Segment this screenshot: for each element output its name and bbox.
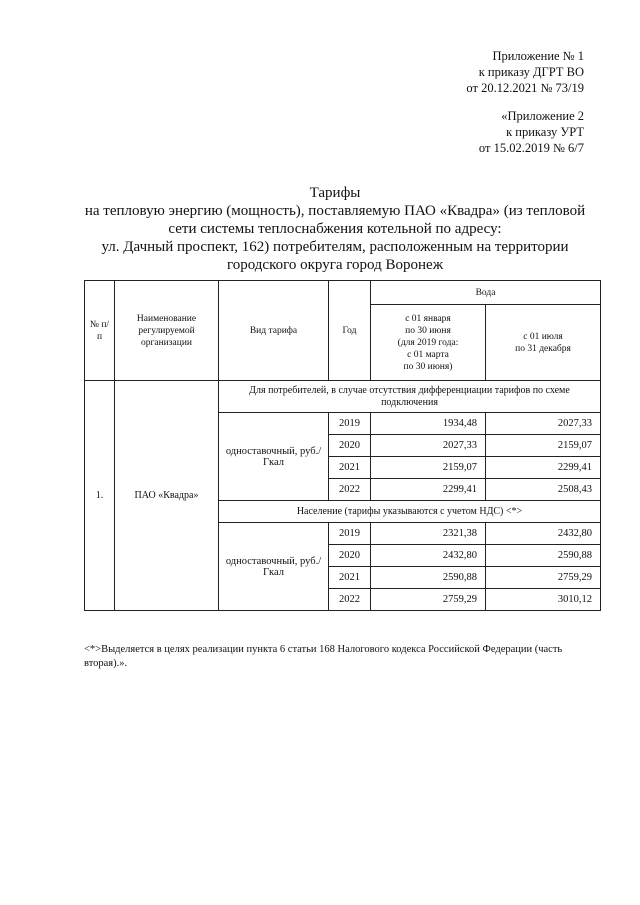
header-org: Наименование регулируемой организации <box>115 281 219 381</box>
table-cell-year: 2020 <box>329 545 371 567</box>
appendix-2-line-3: от 15.02.2019 № 6/7 <box>478 141 584 155</box>
appendix-1-line-3: от 20.12.2021 № 73/19 <box>466 81 584 95</box>
table-cell-value: 2159,07 <box>371 457 486 479</box>
table-cell-value: 2759,29 <box>371 589 486 611</box>
header-period-2 <box>486 305 601 381</box>
period-1-line-5: по 30 июня) <box>403 361 453 372</box>
title-line-4: ул. Дачный проспект, 162) потребителям, расположенным на территории <box>101 239 569 255</box>
group-2-label: Население (тарифы указываются с учетом НДС) <*> <box>219 501 601 523</box>
table-cell-value: 2027,33 <box>486 413 601 435</box>
tariff-table <box>84 280 601 611</box>
group-1-tariff-type: одноставочный, руб./Гкал <box>219 413 329 501</box>
header-period-1 <box>371 305 486 381</box>
table-cell-year: 2022 <box>329 589 371 611</box>
header-water: Вода <box>371 281 601 305</box>
document-title <box>70 184 600 274</box>
appendix-1-line-2: к приказу ДГРТ ВО <box>478 65 584 79</box>
appendix-1-block <box>466 48 584 96</box>
table-cell-year: 2020 <box>329 435 371 457</box>
appendix-2-block <box>479 108 584 156</box>
title-line-5: городского округа город Воронеж <box>226 257 444 273</box>
table-cell-year: 2022 <box>329 479 371 501</box>
group-1-label: Для потребителей, в случае отсутствия дифференциации тарифов по схеме подключения <box>219 381 601 413</box>
table-cell-value: 2590,88 <box>371 567 486 589</box>
table-cell-value: 2321,38 <box>371 523 486 545</box>
appendix-1-line-1: Приложение № 1 <box>492 49 584 63</box>
period-1-line-2: по 30 июня <box>405 325 451 336</box>
table-cell-value: 3010,12 <box>486 589 601 611</box>
table-cell-value: 2432,80 <box>371 545 486 567</box>
table-cell-value: 2759,29 <box>486 567 601 589</box>
table-cell-value: 2299,41 <box>371 479 486 501</box>
row-number: 1. <box>85 381 115 611</box>
footnote: <*>Выделяется в целях реализации пункта 6 статьи 168 Налогового кодекса Российской Федерации (часть вторая).». <box>84 644 563 669</box>
header-tariff-type: Вид тарифа <box>219 281 329 381</box>
table-cell-year: 2019 <box>329 523 371 545</box>
title-line-1: Тарифы <box>309 185 361 201</box>
period-1-line-3: (для 2019 года: <box>397 337 459 348</box>
period-2-line-2: по 31 декабря <box>515 343 571 354</box>
header-num: № п/п <box>85 281 115 381</box>
table-cell-value: 1934,48 <box>371 413 486 435</box>
table-cell-year: 2021 <box>329 567 371 589</box>
table-cell-year: 2021 <box>329 457 371 479</box>
period-2-line-1: с 01 июля <box>523 331 563 342</box>
group-2-tariff-type: одноставочный, руб./Гкал <box>219 523 329 611</box>
appendix-2-line-1: «Приложение 2 <box>501 109 584 123</box>
table-cell-value: 2590,88 <box>486 545 601 567</box>
table-cell-value: 2027,33 <box>371 435 486 457</box>
table-cell-value: 2508,43 <box>486 479 601 501</box>
title-line-3: сети системы теплоснабжения котельной по адресу: <box>168 221 502 237</box>
table-cell-value: 2432,80 <box>486 523 601 545</box>
header-year: Год <box>329 281 371 381</box>
period-1-line-1: с 01 января <box>405 313 451 324</box>
organization-name: ПАО «Квадра» <box>115 381 219 611</box>
table-cell-year: 2019 <box>329 413 371 435</box>
period-1-line-4: с 01 марта <box>407 349 449 360</box>
table-cell-value: 2299,41 <box>486 457 601 479</box>
title-line-2: на тепловую энергию (мощность), поставляемую ПАО «Квадра» (из тепловой <box>84 203 586 219</box>
appendix-2-line-2: к приказу УРТ <box>506 125 584 139</box>
table-cell-value: 2159,07 <box>486 435 601 457</box>
